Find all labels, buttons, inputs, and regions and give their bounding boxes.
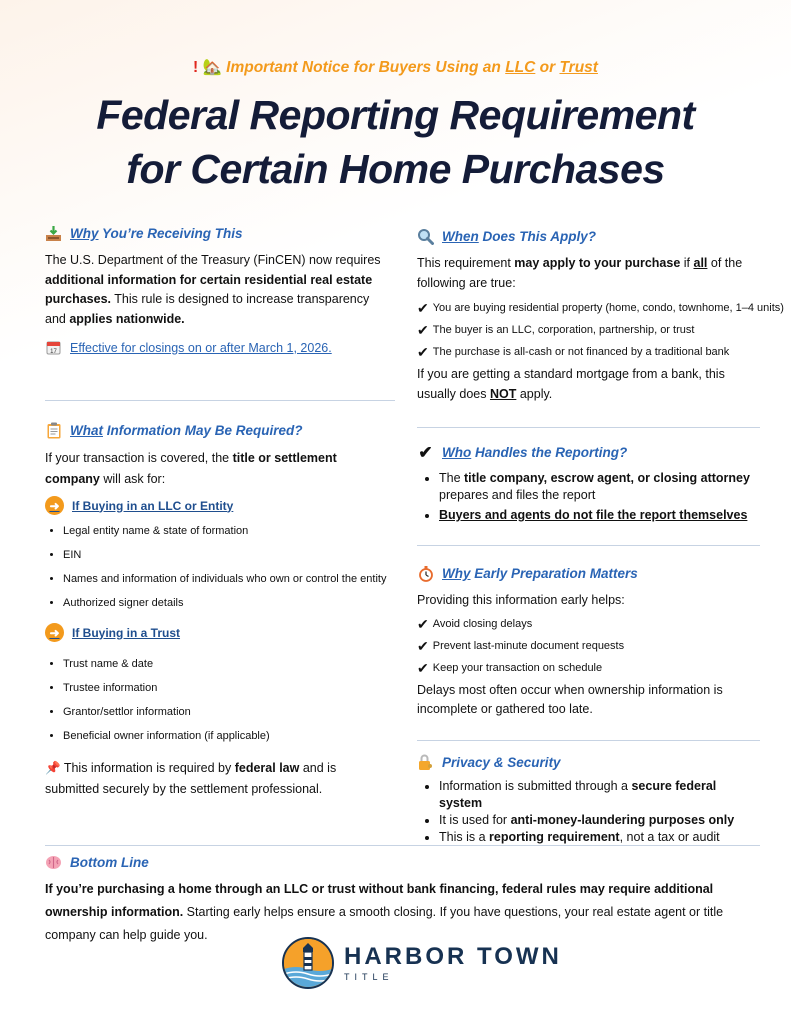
important-notice: ! 🏡 Important Notice for Buyers Using an LLC or Trust — [193, 59, 598, 76]
list-item: • Beneficial owner information (if applicable) — [63, 724, 393, 748]
list-item: • Legal entity name & state of formation — [63, 519, 393, 543]
section-heading: Why Early Preparation Matters — [417, 565, 762, 582]
house-icon: 🏡 — [202, 59, 222, 76]
checkmark-icon: ✔ — [417, 322, 429, 338]
section-heading: When Does This Apply? — [417, 228, 762, 245]
list-item: • This is a reporting requirement, not a tax or audit — [439, 829, 762, 846]
list-item: • Trust name & date — [63, 652, 393, 676]
list-item: • Grantor/settlor information — [63, 700, 393, 724]
list-item: • The title company, escrow agent, or closing attorney prepares and files the report — [439, 470, 762, 504]
when-apply-intro: This requirement may apply to your purchase if all of the following are true: — [417, 256, 743, 290]
list-item: ✔ Keep your transaction on schedule — [417, 657, 762, 679]
pushpin-icon: 📌 — [45, 761, 61, 775]
calendar-icon — [45, 339, 62, 356]
bottom-line-text: If you’re purchasing a home through an LLC or trust without bank financing, federal rules may require additional ownership information. Starting early helps ensure a smooth closing. If you have questions, your real estate agent or title company can help guide you. — [45, 882, 724, 942]
section-when-apply — [417, 228, 784, 404]
why-receiving-text: The U.S. Department of the Treasury (FinCEN) now requires additional information for certain residential real estate purchases. This rule is designed to increase transparency and applies nationwide. — [45, 253, 381, 326]
list-item: ✔ Avoid closing delays — [417, 613, 762, 635]
early-prep-outro: Delays most often occur when ownership information is incomplete or gathered too late. — [417, 682, 723, 716]
section-heading: Why You’re Receiving This — [45, 225, 393, 242]
inbox-download-icon — [45, 225, 62, 242]
llc-entity-heading: ➜ If Buying in an LLC or Entity — [45, 496, 393, 515]
brain-icon — [45, 854, 62, 871]
section-what-info — [45, 422, 393, 800]
effective-date — [45, 339, 393, 356]
svg-text:17: 17 — [50, 349, 57, 355]
clipboard-icon — [45, 422, 62, 439]
effective-date-link[interactable]: Effective for closings on or after March 1, 2026. — [70, 340, 332, 355]
section-heading: Bottom Line — [45, 854, 765, 871]
checkmark-icon: ✔ — [417, 300, 429, 316]
section-why-receiving — [45, 225, 393, 356]
list-item: • Information is submitted through a secure federal system — [439, 778, 762, 812]
list-item: • Authorized signer details — [63, 591, 393, 615]
list-item: • Names and information of individuals who own or control the entity — [63, 567, 393, 591]
list-item: ✔ You are buying residential property (home, condo, townhome, 1–4 units) — [417, 297, 762, 319]
section-early-prep — [417, 565, 762, 720]
stopwatch-icon — [417, 565, 434, 582]
llc-requirements-list — [45, 519, 393, 615]
section-heading: What Information May Be Required? — [45, 422, 393, 439]
list-item: • EIN — [63, 543, 393, 567]
section-privacy — [417, 754, 762, 846]
checkmark-icon: ✔ — [417, 344, 429, 360]
checkmark-icon: ✔ — [417, 637, 429, 654]
list-item: • It is used for anti-money-laundering purposes only — [439, 812, 762, 829]
logo-wordmark: HARBOR TOWN — [344, 942, 562, 970]
checkmark-icon: ✔ — [417, 615, 429, 632]
mortgage-note: If you are getting a standard mortgage from a bank, this usually does NOT apply. — [417, 367, 725, 401]
federal-law-note: 📌 This information is required by federal law and is submitted securely by the settlement professional. — [45, 761, 337, 796]
trust-link[interactable]: Trust — [559, 59, 598, 76]
list-item: • Buyers and agents do not file the report themselves — [439, 507, 762, 524]
section-heading: Privacy & Security — [417, 754, 762, 771]
divider — [417, 427, 760, 428]
divider — [417, 545, 760, 546]
logo-subtitle: TITLE — [344, 971, 394, 982]
divider — [417, 740, 760, 741]
list-item: • Trustee information — [63, 676, 393, 700]
magnifier-icon — [417, 228, 434, 245]
llc-link[interactable]: LLC — [505, 59, 536, 76]
section-heading: ✔ Who Handles the Reporting? — [418, 442, 628, 462]
trust-requirements-list — [45, 652, 393, 748]
what-info-intro: If your transaction is covered, the title or settlement company will ask for: — [45, 451, 337, 486]
lighthouse-icon — [282, 937, 334, 989]
section-who-handles — [417, 444, 762, 524]
list-item: ✔ The buyer is an LLC, corporation, partnership, or trust — [417, 319, 762, 341]
arrow-right-icon: ➜ — [45, 623, 64, 642]
early-prep-intro: Providing this information early helps: — [417, 593, 625, 607]
divider — [45, 845, 760, 846]
list-item: ✔ The purchase is all-cash or not financed by a traditional bank — [417, 341, 762, 363]
page-title: Federal Reporting Requirement for Certain Home Purchases — [96, 92, 695, 192]
harbor-town-logo — [282, 937, 562, 989]
checkmark-icon: ✔ — [417, 659, 429, 676]
privacy-list — [417, 778, 762, 846]
conditions-list — [417, 297, 784, 363]
arrow-right-icon: ➜ — [45, 496, 64, 515]
checkmark-icon: ✔ — [418, 442, 433, 462]
lock-key-icon — [417, 754, 434, 771]
trust-heading: ➜ If Buying in a Trust — [45, 623, 393, 642]
who-handles-list — [417, 470, 762, 524]
early-prep-list — [417, 613, 762, 679]
section-bottom-line — [45, 854, 765, 947]
divider — [45, 400, 395, 401]
list-item: ✔ Prevent last-minute document requests — [417, 635, 762, 657]
exclamation-icon: ! — [193, 59, 199, 76]
